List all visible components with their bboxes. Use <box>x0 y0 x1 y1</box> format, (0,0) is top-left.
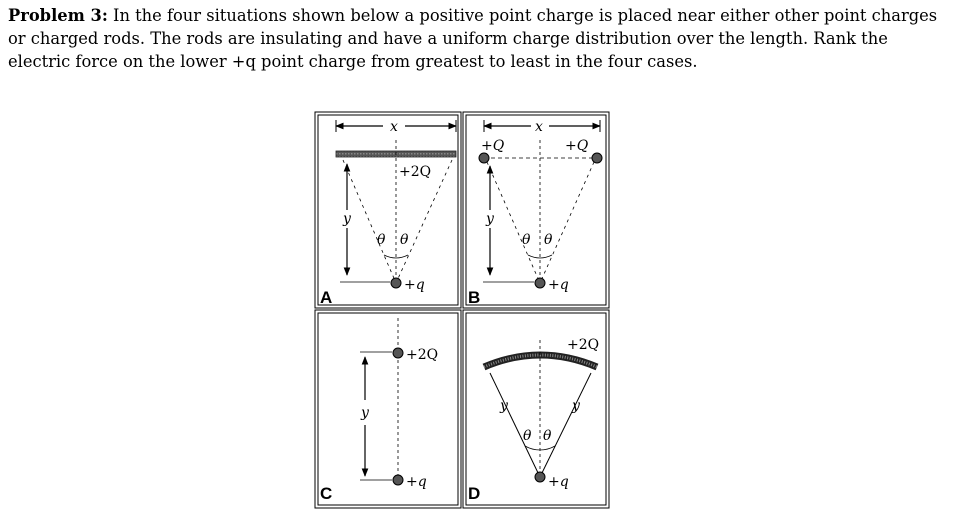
panel-b <box>468 119 602 307</box>
charge-right-b <box>592 153 602 163</box>
point-charge-a <box>391 278 401 288</box>
charge-left-b <box>479 153 489 163</box>
point-charge-d <box>535 472 545 482</box>
theta-right-d: θ <box>543 428 552 444</box>
panel-a <box>320 119 456 307</box>
point-charge-label-d: +q <box>548 474 569 490</box>
top-charge-label-c: +2Q <box>406 347 439 363</box>
charge-left-label-b: +Q <box>481 138 505 154</box>
rod-charge-a: +2Q <box>399 164 432 180</box>
top-charge-c <box>393 348 403 358</box>
point-charge-label-b: +q <box>548 277 569 293</box>
y-label-c: y <box>361 405 369 421</box>
theta-left-a: θ <box>377 232 386 248</box>
x-label-b: x <box>535 119 543 135</box>
problem-body: In the four situations shown below a positive point charge is placed near either other point charges or charged rods. The rods are insulating and have a uniform charge distribution over the length. Rank the electric force on the lower +q point charge from greatest to least in the four cases. <box>8 6 938 71</box>
theta-left-d: θ <box>523 428 532 444</box>
panel-letter-a: A <box>320 288 333 307</box>
charge-right-label-b: +Q <box>565 138 589 154</box>
y-left-d: y <box>500 398 508 414</box>
theta-right-a: θ <box>400 232 409 248</box>
panel-letter-c: C <box>320 484 333 503</box>
theta-right-b: θ <box>544 232 553 248</box>
panel-frames <box>315 112 609 508</box>
panel-letter-b: B <box>468 288 481 307</box>
point-charge-b <box>535 278 545 288</box>
y-label-b: y <box>486 211 494 227</box>
y-right-d: y <box>572 398 580 414</box>
problem-heading: Problem 3: <box>8 6 108 25</box>
panel-c <box>320 318 438 503</box>
panel-letter-d: D <box>468 484 481 503</box>
point-charge-label-a: +q <box>404 277 425 293</box>
point-charge-label-c: +q <box>406 474 427 490</box>
x-label-a: x <box>390 119 398 135</box>
rod-charge-d: +2Q <box>567 337 600 353</box>
panel-d <box>468 337 599 503</box>
point-charge-c <box>393 475 403 485</box>
theta-left-b: θ <box>522 232 531 248</box>
y-label-a: y <box>343 211 351 227</box>
